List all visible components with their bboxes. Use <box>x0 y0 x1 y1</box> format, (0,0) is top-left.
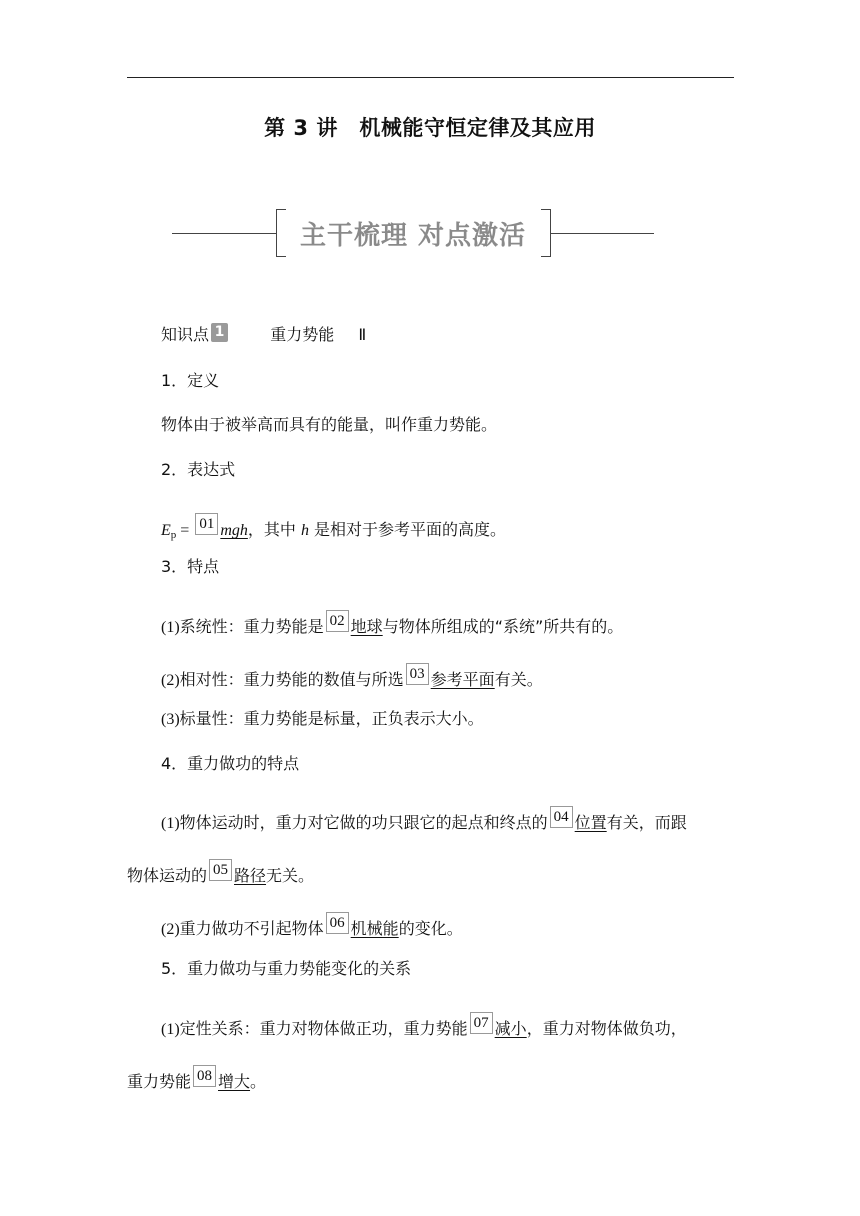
item-marker: (1) <box>161 815 180 832</box>
section-4-heading: 4．重力做功的特点 <box>161 754 300 773</box>
page-title: 第 3 讲 机械能守恒定律及其应用 <box>264 116 596 140</box>
blank-number-box: 04 <box>550 806 573 828</box>
item-marker: (1) <box>161 1021 180 1038</box>
section-3-item-1 <box>161 610 623 639</box>
blank-answer: 地球 <box>350 617 383 636</box>
section-4-item-2 <box>161 912 463 941</box>
banner-text: 主干梳理 对点激活 <box>299 221 527 251</box>
item-text: 。 <box>250 1072 267 1091</box>
h-symbol: h <box>300 522 309 539</box>
item-text: 物体运动的 <box>127 866 208 885</box>
blank-number-box: 08 <box>193 1065 216 1087</box>
blank-number-box: 05 <box>209 859 232 881</box>
blank-number-box: 07 <box>470 1012 493 1034</box>
blank-number-box: 03 <box>406 663 429 685</box>
blank-answer: 参考平面 <box>430 670 495 689</box>
item-text: 有关，而跟 <box>606 813 687 832</box>
item-text: 有关。 <box>494 670 543 689</box>
item-text: 的变化。 <box>398 919 463 938</box>
ep-symbol: E <box>161 522 171 539</box>
blank-number-box: 01 <box>195 513 218 535</box>
item-text: 标量性：重力势能是标量，正负表示大小。 <box>179 709 484 728</box>
item-text: 重力势能 <box>127 1072 192 1091</box>
knowledge-point-level: Ⅱ <box>358 327 367 344</box>
section-1-text: 物体由于被举高而具有的能量，叫作重力势能。 <box>161 415 498 434</box>
item-text: 与物体所组成的“系统”所共有的。 <box>382 617 624 636</box>
item-marker: (3) <box>161 711 180 728</box>
section-2-formula <box>161 513 506 546</box>
item-marker: (2) <box>161 672 180 689</box>
section-4-item-1-line-1 <box>161 806 687 835</box>
section-5-item-1-line-2 <box>127 1065 266 1093</box>
item-text: 无关。 <box>266 866 315 885</box>
section-banner <box>172 207 654 259</box>
item-text: 系统性：重力势能是 <box>179 617 324 636</box>
blank-answer: 增大 <box>218 1072 251 1091</box>
section-5-item-1-line-1 <box>161 1012 687 1041</box>
blank-answer: 路径 <box>234 866 267 885</box>
formula-text: 是相对于参考平面的高度。 <box>308 520 507 539</box>
section-3-item-2 <box>161 663 543 692</box>
item-text: 重力做功不引起物体 <box>179 919 324 938</box>
knowledge-point-prefix: 知识点 <box>161 325 210 344</box>
banner-left-line <box>172 233 276 234</box>
ep-subscript: p <box>170 529 177 541</box>
blank-answer: mgh <box>220 522 248 539</box>
formula-text: ，其中 <box>247 520 301 539</box>
item-text: ，重力对物体做负功， <box>526 1019 687 1038</box>
item-marker: (1) <box>161 619 180 636</box>
knowledge-point-name: 重力势能 <box>270 325 335 344</box>
section-4-item-1-line-2 <box>127 859 314 887</box>
section-3-item-3 <box>161 708 484 731</box>
item-text: 相对性：重力势能的数值与所选 <box>179 670 404 689</box>
blank-answer: 机械能 <box>350 919 399 938</box>
banner-right-line <box>550 233 654 234</box>
item-marker: (2) <box>161 921 180 938</box>
section-2-heading: 2．表达式 <box>161 460 236 479</box>
blank-answer: 减小 <box>494 1019 527 1038</box>
top-rule <box>127 77 734 78</box>
knowledge-point-heading <box>161 323 366 347</box>
section-5-heading: 5．重力做功与重力势能变化的关系 <box>161 959 412 978</box>
item-text: 定性关系：重力对物体做正功，重力势能 <box>179 1019 468 1038</box>
blank-answer: 位置 <box>574 813 607 832</box>
blank-number-box: 02 <box>326 610 349 632</box>
blank-number-box: 06 <box>326 912 349 934</box>
section-1-heading: 1．定义 <box>161 371 220 390</box>
equals-sign: = <box>176 522 194 539</box>
section-3-heading: 3．特点 <box>161 557 220 576</box>
knowledge-point-badge: 1 <box>211 323 228 342</box>
item-text: 物体运动时，重力对它做的功只跟它的起点和终点的 <box>179 813 548 832</box>
